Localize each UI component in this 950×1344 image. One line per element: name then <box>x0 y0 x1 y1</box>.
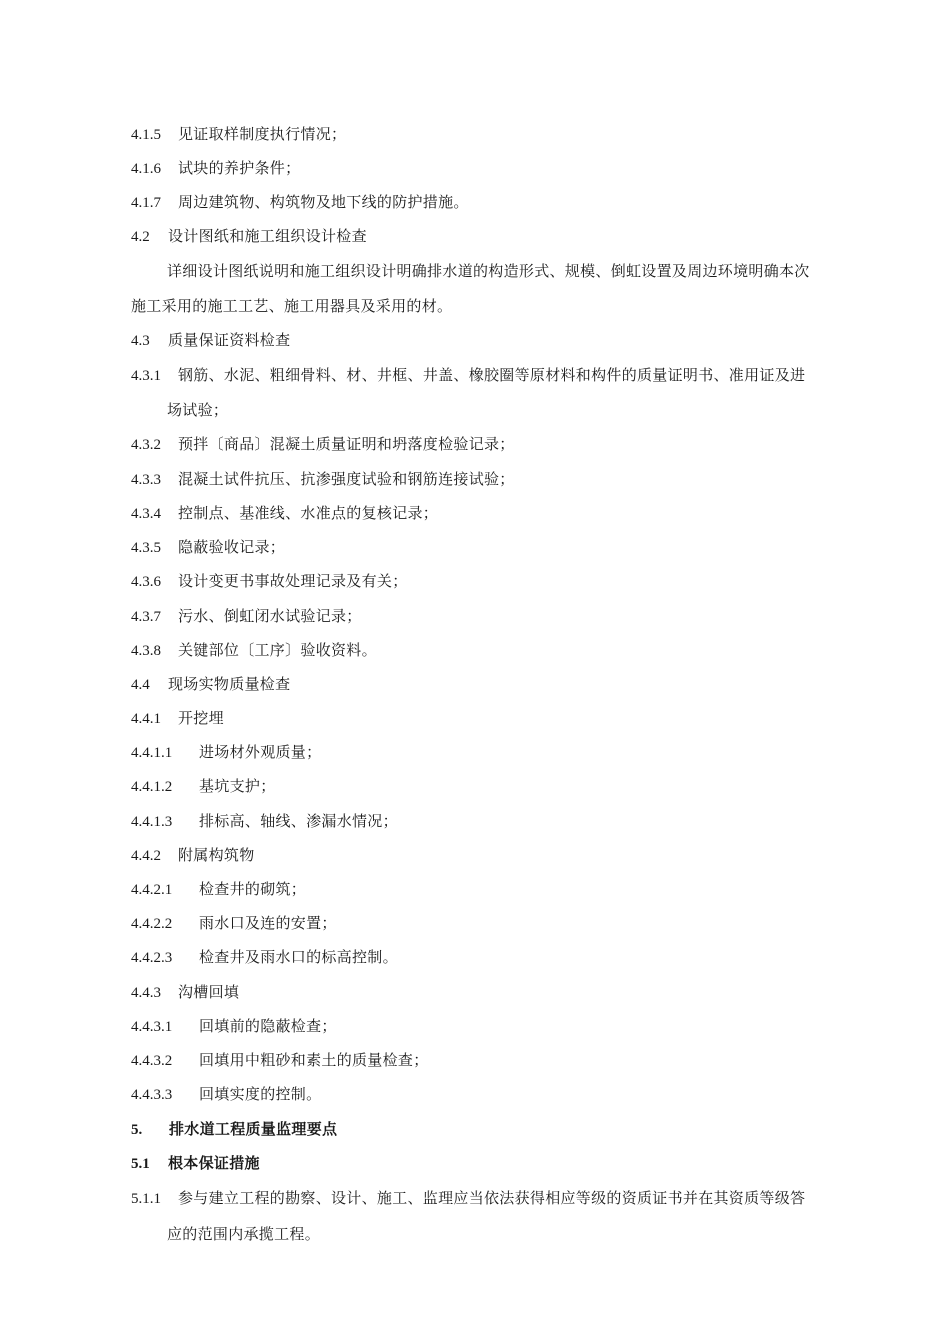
item-4-4-3-1 <box>131 1016 881 1037</box>
section-4-3-heading <box>131 330 881 351</box>
item-text: 回填用中粗砂和素土的质量检查； <box>199 1051 429 1069</box>
item-4-4-2-1 <box>131 879 881 900</box>
item-number: 4.4.1.3 <box>131 814 173 830</box>
item-4-1-5 <box>131 124 881 145</box>
item-text: 关键部位〔工序〕验收资料。 <box>178 641 377 659</box>
paragraph-line <box>167 261 881 281</box>
item-number: 4.4.3.1 <box>131 1019 173 1035</box>
item-number: 4.3 <box>131 333 150 349</box>
item-number: 4.1.7 <box>131 195 161 211</box>
item-4-4-2-2 <box>131 913 881 934</box>
item-number: 4.4.2.2 <box>131 916 173 932</box>
item-number: 5.1 <box>131 1156 150 1172</box>
item-4-4-3-3 <box>131 1084 881 1105</box>
paragraph-text: 施工采用的施工工艺、施工用器具及采用的材。 <box>131 297 453 315</box>
item-number: 4.2 <box>131 229 150 245</box>
item-4-4-2 <box>131 845 881 866</box>
section-4-2-heading <box>131 226 881 247</box>
item-text: 附属构筑物 <box>178 846 255 864</box>
item-text: 设计图纸和施工组织设计检查 <box>168 227 367 245</box>
item-4-3-3 <box>131 469 881 490</box>
item-number: 4.4.3.2 <box>131 1053 173 1069</box>
item-text: 污水、倒虹闭水试验记录； <box>178 607 362 625</box>
item-number: 4.3.6 <box>131 574 161 590</box>
item-text: 进场材外观质量； <box>199 743 322 761</box>
item-4-4-2-3 <box>131 947 881 968</box>
item-4-4-1 <box>131 708 881 729</box>
item-text: 设计变更书事故处理记录及有关； <box>178 572 408 590</box>
item-text: 排标高、轴线、渗漏水情况； <box>199 812 398 830</box>
item-4-4-3 <box>131 982 881 1003</box>
item-text: 场试验； <box>167 401 229 419</box>
item-number: 4.3.1 <box>131 368 161 384</box>
item-number: 4.3.7 <box>131 609 161 625</box>
item-text: 质量保证资料检查 <box>168 331 291 349</box>
item-text: 钢筋、水泥、粗细骨料、材、井框、井盖、橡胶圈等原材料和构件的质量证明书、准用证及进 <box>178 366 806 384</box>
item-number: 4.3.3 <box>131 472 161 488</box>
item-4-4-1-1 <box>131 742 881 763</box>
item-text: 沟槽回填 <box>178 983 240 1001</box>
item-4-4-1-3 <box>131 811 881 832</box>
item-text: 基坑支护； <box>199 777 276 795</box>
item-number: 4.4.3 <box>131 985 161 1001</box>
item-number: 4.3.4 <box>131 506 161 522</box>
item-4-4-3-2 <box>131 1050 881 1071</box>
item-4-3-6 <box>131 571 881 592</box>
item-number: 5.1.1 <box>131 1191 161 1207</box>
item-text: 参与建立工程的勘察、设计、施工、监理应当依法获得相应等级的资质证书并在其资质等级答 <box>178 1189 806 1207</box>
section-5-1-heading <box>131 1153 881 1174</box>
item-text: 隐蔽验收记录； <box>178 538 286 556</box>
item-4-3-7 <box>131 606 881 627</box>
item-text: 检查井及雨水口的标高控制。 <box>199 948 398 966</box>
item-text: 现场实物质量检查 <box>168 675 291 693</box>
item-text: 开挖埋 <box>178 709 224 727</box>
item-text: 回填前的隐蔽检查； <box>199 1017 337 1035</box>
item-text: 周边建筑物、构筑物及地下线的防护措施。 <box>178 193 469 211</box>
item-number: 4.4.1 <box>131 711 161 727</box>
chapter-5-heading <box>131 1119 881 1140</box>
item-number: 4.1.5 <box>131 127 161 143</box>
item-4-3-5 <box>131 537 881 558</box>
paragraph-line <box>131 296 881 316</box>
item-number: 4.4.2.1 <box>131 882 173 898</box>
item-5-1-1 <box>131 1188 881 1209</box>
paragraph-text: 详细设计图纸说明和施工组织设计明确排水道的构造形式、规模、倒虹设置及周边环境明确本次 <box>167 262 810 280</box>
item-4-3-1-continuation <box>167 400 917 420</box>
item-number: 4.4.2.3 <box>131 950 173 966</box>
item-4-3-8 <box>131 640 881 661</box>
item-text: 见证取样制度执行情况； <box>178 125 347 143</box>
item-number: 4.4.1.1 <box>131 745 173 761</box>
item-number: 4.3.5 <box>131 540 161 556</box>
item-text: 混凝土试件抗压、抗渗强度试验和钢筋连接试验； <box>178 470 515 488</box>
item-5-1-1-continuation <box>167 1224 917 1244</box>
item-text: 回填实度的控制。 <box>199 1085 322 1103</box>
item-text: 试块的养护条件； <box>178 159 301 177</box>
item-4-1-6 <box>131 158 881 179</box>
item-text: 排水道工程质量监理要点 <box>169 1120 338 1138</box>
item-number: 4.4 <box>131 677 150 693</box>
item-4-3-2 <box>131 434 881 455</box>
item-text: 检查井的砌筑； <box>199 880 307 898</box>
item-text: 预拌〔商品〕混凝土质量证明和坍落度检验记录； <box>178 435 515 453</box>
item-text: 根本保证措施 <box>168 1154 260 1172</box>
item-number: 4.4.2 <box>131 848 161 864</box>
section-4-4-heading <box>131 674 881 695</box>
item-number: 4.4.1.2 <box>131 779 173 795</box>
item-4-3-1 <box>131 365 881 386</box>
item-4-1-7 <box>131 192 881 213</box>
item-4-3-4 <box>131 503 881 524</box>
item-number: 4.1.6 <box>131 161 161 177</box>
item-text: 控制点、基准线、水准点的复核记录； <box>178 504 439 522</box>
item-number: 4.3.2 <box>131 437 161 453</box>
item-text: 应的范围内承揽工程。 <box>167 1225 321 1243</box>
item-number: 4.3.8 <box>131 643 161 659</box>
item-number: 5. <box>131 1122 143 1138</box>
item-4-4-1-2 <box>131 776 881 797</box>
item-text: 雨水口及连的安置； <box>199 914 337 932</box>
item-number: 4.4.3.3 <box>131 1087 173 1103</box>
